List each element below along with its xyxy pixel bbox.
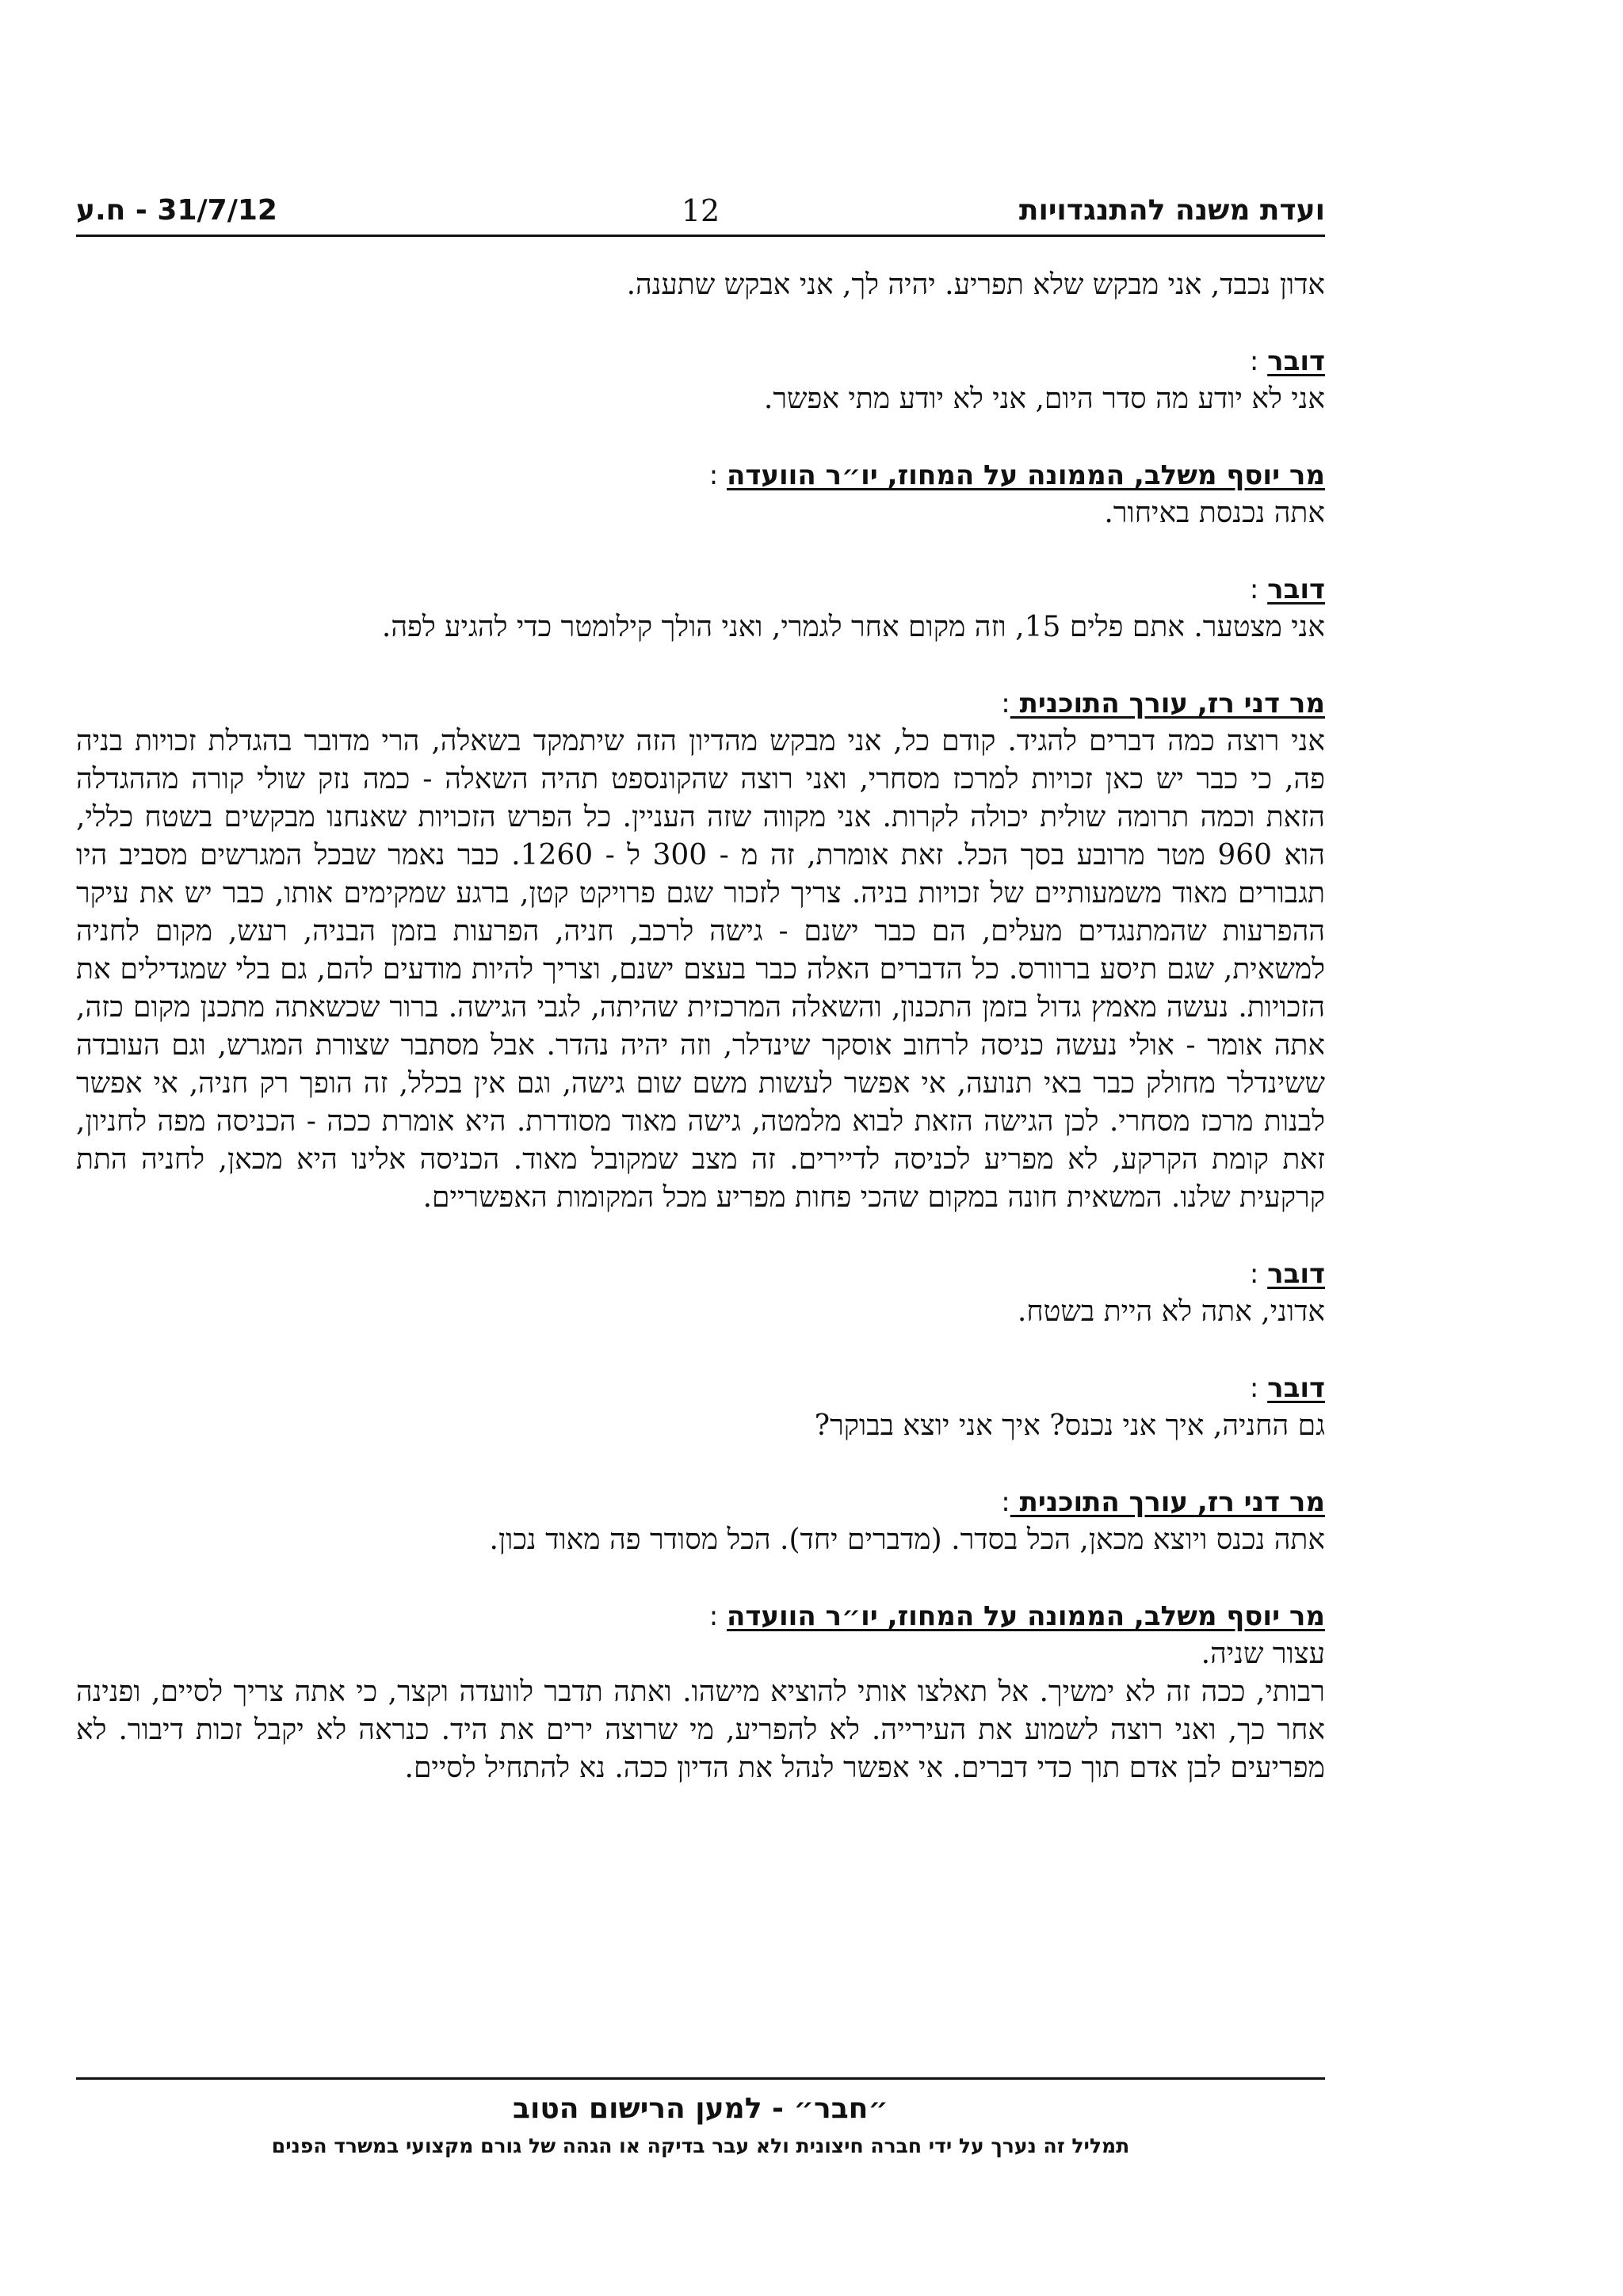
speech-text: רבותי, ככה זה לא ימשיך. אל תאלצו אותי להוציא מישהו. ואתה תדבר לוועדה וקצר, כי אתה צריך לסיים, ופנינה אחר כך, ואני רוצה לשמוע את העירייה. לא להפריע, מי שרוצה ירים את היד. כנראה לא יקבל זכות דיבור. לא מפריעים לבן אדם תוך כדי דברים. אי אפשר לנהל את הדיון ככה. נא להתחיל לסיים. <box>76 1676 1325 1784</box>
transcript-block <box>76 1483 1325 1559</box>
speaker-label <box>76 570 1325 608</box>
speaker-colon: : <box>1249 1258 1268 1290</box>
speaker-name: דובר <box>1267 345 1325 377</box>
speaker-name: מר דני רז, עורך התוכנית <box>1010 688 1325 719</box>
speech-text: אני רוצה כמה דברים להגיד. קודם כל, אני מבקש מהדיון הזה שיתמקד בשאלה, הרי מדובר בהגדלת זכויות בניה פה, כי כבר יש כאן זכויות למרכז מסחרי, ואני רוצה שהקונספט תהיה השאלה - כמה נזק שולי קורה מההגדלה הזאת וכמה תרומה שולית יכולה לקרות. אני מקווה שזה העניין. כל הפרש הזכויות שאנחנו מבקשים בשטח כללי, הוא 960 מטר מרובע בסך הכל. זאת אומרת, זה מ - 300 ל - 1260. כבר נאמר שבכל המגרשים מסביב היו תגבורים מאוד משמעותיים של זכויות בניה. צריך לזכור שגם פרויקט קטן, ברגע שמקימים אותו, כבר יש את עיקר ההפרעות שהמתנגדים מעלים, הם כבר ישנם - גישה לרכב, חניה, הפרעות בזמן הבניה, רעש, מקום לחניה למשאית, שגם תיסע ברוורס. כל הדברים האלה כבר בעצם ישנם, וצריך להיות מודעים להם, גם בלי שמגדילים את הזכויות. נעשה מאמץ גדול בזמן התכנון, והשאלה המרכזית שהיתה, לגבי הגישה. ברור שכשאתה מתכנן מקום כזה, אתה אומר - אולי נעשה כניסה לרחוב אוסקר שינדלר, וזה יהיה נהדר. אבל מסתבר שצורת המגרש, וגם העובדה ששינדלר מחולק כבר באי תנועה, אי אפשר לעשות משם שום גישה, וגם אין בכלל, זה הופך רק חניה, אי אפשר לבנות מרכז מסחרי. לכן הגישה הזאת לבוא מלמטה, גישה מאוד מסודרת. היא אומרת ככה - הכניסה מפה לחניון, זאת קומת הקרקע, לא מפריע לכניסה לדיירים. זה מצב שמקובל מאוד. הכניסה אלינו היא מכאן, לחניה התת קרקעית שלנו. המשאית חונה במקום שהכי פחות מפריע מכל המקומות האפשריים. <box>76 725 1325 1214</box>
footer-title: ״חבר״ - למען הרישום הטוב <box>513 2092 888 2125</box>
speaker-label <box>76 1255 1325 1293</box>
speaker-colon: : <box>1001 1486 1010 1518</box>
speaker-colon: : <box>708 460 727 491</box>
transcript-block <box>76 1255 1325 1331</box>
speech-text: אתה נכנס ויוצא מכאן, הכל בסדר. (מדברים יחד). הכל מסודר פה מאוד נכון. <box>489 1524 1325 1556</box>
transcript-block <box>76 685 1325 1217</box>
speaker-colon: : <box>1249 1372 1268 1404</box>
speaker-label <box>76 1597 1325 1635</box>
speech-text: אדון נכבד, אני מבקש שלא תפריע. יהיה לך, אני אבקש שתענה. <box>626 269 1325 301</box>
speaker-colon: : <box>1249 574 1268 605</box>
speaker-name: מר דני רז, עורך התוכנית <box>1010 1486 1325 1518</box>
date-code: 31/7/12 - ח.ע <box>76 194 277 227</box>
speaker-name: מר יוסף משלב, הממונה על המחוז, יו״ר הוועדה <box>727 1600 1325 1632</box>
transcript-block <box>76 1369 1325 1445</box>
speech-text: אני מצטער. אתם פלים 15, וזה מקום אחר לגמרי, ואני הולך קילומטר כדי להגיע לפה. <box>381 611 1325 643</box>
speaker-label <box>76 1483 1325 1521</box>
transcript-block <box>76 570 1325 646</box>
speaker-colon: : <box>708 1600 727 1632</box>
speaker-colon: : <box>1249 345 1268 377</box>
speech-text: גם החניה, איך אני נכנס? איך אני יוצא בבוקר? <box>814 1409 1325 1442</box>
speaker-name: מר יוסף משלב, הממונה על המחוז, יו״ר הוועדה <box>727 460 1325 491</box>
speaker-label <box>76 685 1325 723</box>
speaker-name: דובר <box>1267 574 1325 605</box>
transcript-block <box>76 456 1325 532</box>
page-header <box>76 187 1325 237</box>
speaker-colon: : <box>1001 688 1010 719</box>
page-footer <box>76 2077 1325 2161</box>
speaker-name: דובר <box>1267 1372 1325 1404</box>
speaker-name: דובר <box>1267 1258 1325 1290</box>
committee-name: ועדת משנה להתנגדויות <box>1018 194 1325 227</box>
footer-note: תמליל זה נערך על ידי חברה חיצונית ולא עבר בדיקה או הגהה של גורם מקצועי במשרד הפנים <box>271 2134 1130 2157</box>
transcript-block <box>76 342 1325 418</box>
transcript-body <box>76 266 1325 1825</box>
speech-text: אתה נכנסת באיחור. <box>1104 497 1325 529</box>
speech-text: אני לא יודע מה סדר היום, אני לא יודע מתי אפשר. <box>763 383 1325 415</box>
speaker-label <box>76 1369 1325 1407</box>
speech-text: אדוני, אתה לא היית בשטח. <box>1017 1295 1325 1328</box>
speaker-label <box>76 342 1325 380</box>
speech-text: עצור שניה. <box>1201 1638 1325 1670</box>
speaker-label <box>76 456 1325 494</box>
transcript-block <box>76 1597 1325 1787</box>
transcript-block <box>76 266 1325 304</box>
page-number: 12 <box>681 193 720 228</box>
